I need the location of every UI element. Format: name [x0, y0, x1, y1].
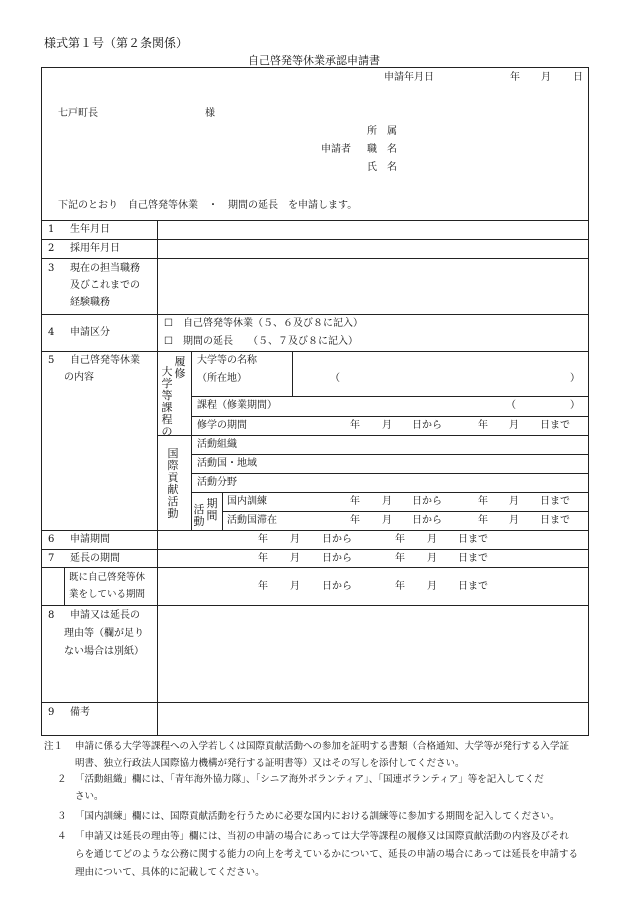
r7b-from-year: 年: [258, 581, 268, 592]
row5-label-line1: 自己啓発等休業: [70, 355, 140, 366]
row6-label: 申請期間: [70, 534, 110, 545]
option-period-extension[interactable]: ☐ 期間の延長 （５、７及び８に記入）: [164, 336, 358, 347]
row6-num: 6: [48, 534, 55, 545]
note4-line2: らを通じてどのような公務に関する能力の向上を考えているかについて、延長の申請の場合にあっては延長を申請する: [75, 849, 579, 860]
study-from-day: 日から: [412, 420, 442, 431]
r6-to-day: 日まで: [458, 534, 488, 545]
note1-line1: 申請に係る大学等課程への入学若しくは国際貢献活動への参加を証明する書類（合格通知、大学等が発行する入学証: [75, 741, 570, 752]
row3-num: 3: [48, 263, 55, 274]
activity-country-label: 活動国・地域: [197, 458, 257, 469]
note1-num: 注１: [44, 741, 64, 752]
row7-label: 延長の期間: [70, 553, 120, 564]
group-international-contribution: 国 際 貢 献 活 動: [167, 447, 179, 520]
r7b-to-month: 月: [427, 581, 437, 592]
abroad-from-day: 日から: [412, 515, 442, 526]
domestic-from-month: 月: [382, 496, 392, 507]
activity-org-label: 活動組織: [197, 439, 237, 450]
domestic-to-day: 日まで: [540, 496, 570, 507]
study-period-label: 修学の期間: [197, 420, 247, 431]
note2-num: ２: [57, 774, 67, 785]
option-self-development-leave[interactable]: ☐ 自己啓発等休業（５、６及び８に記入）: [164, 318, 363, 329]
group-university-course-col1: 大 学 等 課 程 の: [161, 365, 173, 438]
row7-sub-line2: 業をしている期間: [69, 589, 146, 600]
abroad-to-year: 年: [478, 515, 488, 526]
activity-field-label: 活動分野: [197, 477, 237, 488]
study-to-day: 日まで: [540, 420, 570, 431]
school-name-label: 大学等の名称: [197, 355, 257, 366]
study-from-month: 月: [382, 420, 392, 431]
r7-from-month: 月: [290, 553, 300, 564]
row4-label: 申請区分: [70, 327, 110, 338]
study-from-year: 年: [350, 420, 360, 431]
domestic-from-year: 年: [350, 496, 360, 507]
affiliation-label: 所 属: [367, 126, 397, 137]
note2-line2: さい。: [75, 791, 104, 802]
r7-to-day: 日まで: [458, 553, 488, 564]
row8-label-line2: 理由等（欄が足り: [64, 628, 144, 639]
note3-num: ３: [57, 811, 67, 822]
row9-label: 備考: [70, 707, 90, 718]
addressee: 七戸町長: [58, 108, 98, 119]
r7-to-year: 年: [395, 553, 405, 564]
activity-period-col-b: 活 動: [193, 503, 205, 528]
date-day: 日: [573, 72, 583, 83]
course-open-paren: （: [506, 400, 516, 411]
r7-to-month: 月: [427, 553, 437, 564]
date-label: 申請年月日: [384, 72, 434, 83]
domestic-from-day: 日から: [412, 496, 442, 507]
school-open-paren: （: [330, 373, 340, 384]
note4-line3: 理由について、具体的に記載してください。: [75, 867, 265, 878]
form-title: 自己啓発等休業承認申請書: [248, 54, 380, 67]
note3-line1: 「国内訓練」欄には、国際貢献活動を行うために必要な国内における訓練等に参加する期間を記入してください。: [75, 811, 560, 822]
r6-from-day: 日から: [322, 534, 352, 545]
note2-line1: 「活動組織」欄には、「青年海外協力隊」、「シニア海外ボランティア」、「国連ボランティア」等を記入してくだ: [75, 774, 544, 785]
date-month: 月: [541, 72, 551, 83]
row8-label-line1: 申請又は延長の: [70, 610, 140, 621]
r7b-to-day: 日まで: [458, 581, 488, 592]
addressee-sama: 様: [205, 108, 215, 119]
r6-from-month: 月: [290, 534, 300, 545]
abroad-to-month: 月: [509, 515, 519, 526]
applicant-label: 申請者: [321, 144, 351, 155]
row7-num: 7: [48, 553, 55, 564]
r7b-to-year: 年: [395, 581, 405, 592]
row8-num: 8: [48, 610, 55, 621]
row1-label: 生年月日: [70, 224, 110, 235]
row4-num: 4: [48, 327, 55, 338]
position-label: 職 名: [367, 144, 397, 155]
row2-num: 2: [48, 243, 55, 254]
r6-from-year: 年: [258, 534, 268, 545]
domestic-to-month: 月: [509, 496, 519, 507]
row1-num: 1: [48, 224, 55, 235]
r6-to-year: 年: [395, 534, 405, 545]
r7b-from-month: 月: [290, 581, 300, 592]
school-location-label: （所在地）: [197, 373, 247, 384]
row3-label-line3: 経験職務: [70, 297, 110, 308]
row9-num: 9: [48, 707, 55, 718]
row7-sub-line1: 既に自己啓発等休: [69, 572, 146, 583]
row2-label: 採用年月日: [70, 243, 120, 254]
name-label: 氏 名: [367, 162, 397, 173]
note4-line1: 「申請又は延長の理由等」欄には、当初の申請の場合にあっては大学等課程の履修又は国際貢献活動の内容及びそれ: [75, 831, 569, 842]
r7b-from-day: 日から: [322, 581, 352, 592]
course-close-paren: ）: [570, 400, 580, 411]
r6-to-month: 月: [427, 534, 437, 545]
study-to-month: 月: [509, 420, 519, 431]
r7-from-day: 日から: [322, 553, 352, 564]
abroad-from-month: 月: [382, 515, 392, 526]
activity-period-col-a: 期 間: [206, 497, 218, 522]
row5-num: 5: [48, 355, 55, 366]
note1-line2: 明書、独立行政法人国際協力機構が発行する証明書等）又はその写しを添付してください。: [75, 758, 465, 769]
school-close-paren: ）: [570, 373, 580, 384]
row3-label-line1: 現在の担当職務: [70, 263, 140, 274]
course-label: 課程（修業期間）: [197, 400, 277, 411]
request-line: 下記のとおり 自己啓発等休業 ・ 期間の延長 を申請します。: [58, 200, 358, 211]
r7-from-year: 年: [258, 553, 268, 564]
study-to-year: 年: [478, 420, 488, 431]
row3-label-line2: 及びこれまでの: [70, 280, 140, 291]
date-year: 年: [510, 72, 520, 83]
domestic-training-label: 国内訓練: [227, 496, 267, 507]
note4-num: ４: [57, 831, 67, 842]
abroad-to-day: 日まで: [540, 515, 570, 526]
row8-label-line3: ない場合は別紙）: [64, 646, 144, 657]
row5-label-line2: の内容: [64, 372, 94, 383]
abroad-stay-label: 活動国滞在: [227, 515, 277, 526]
group-university-course-col2: 履 修: [174, 355, 186, 380]
domestic-to-year: 年: [478, 496, 488, 507]
form-label: 様式第１号（第２条関係）: [44, 36, 189, 50]
abroad-from-year: 年: [350, 515, 360, 526]
